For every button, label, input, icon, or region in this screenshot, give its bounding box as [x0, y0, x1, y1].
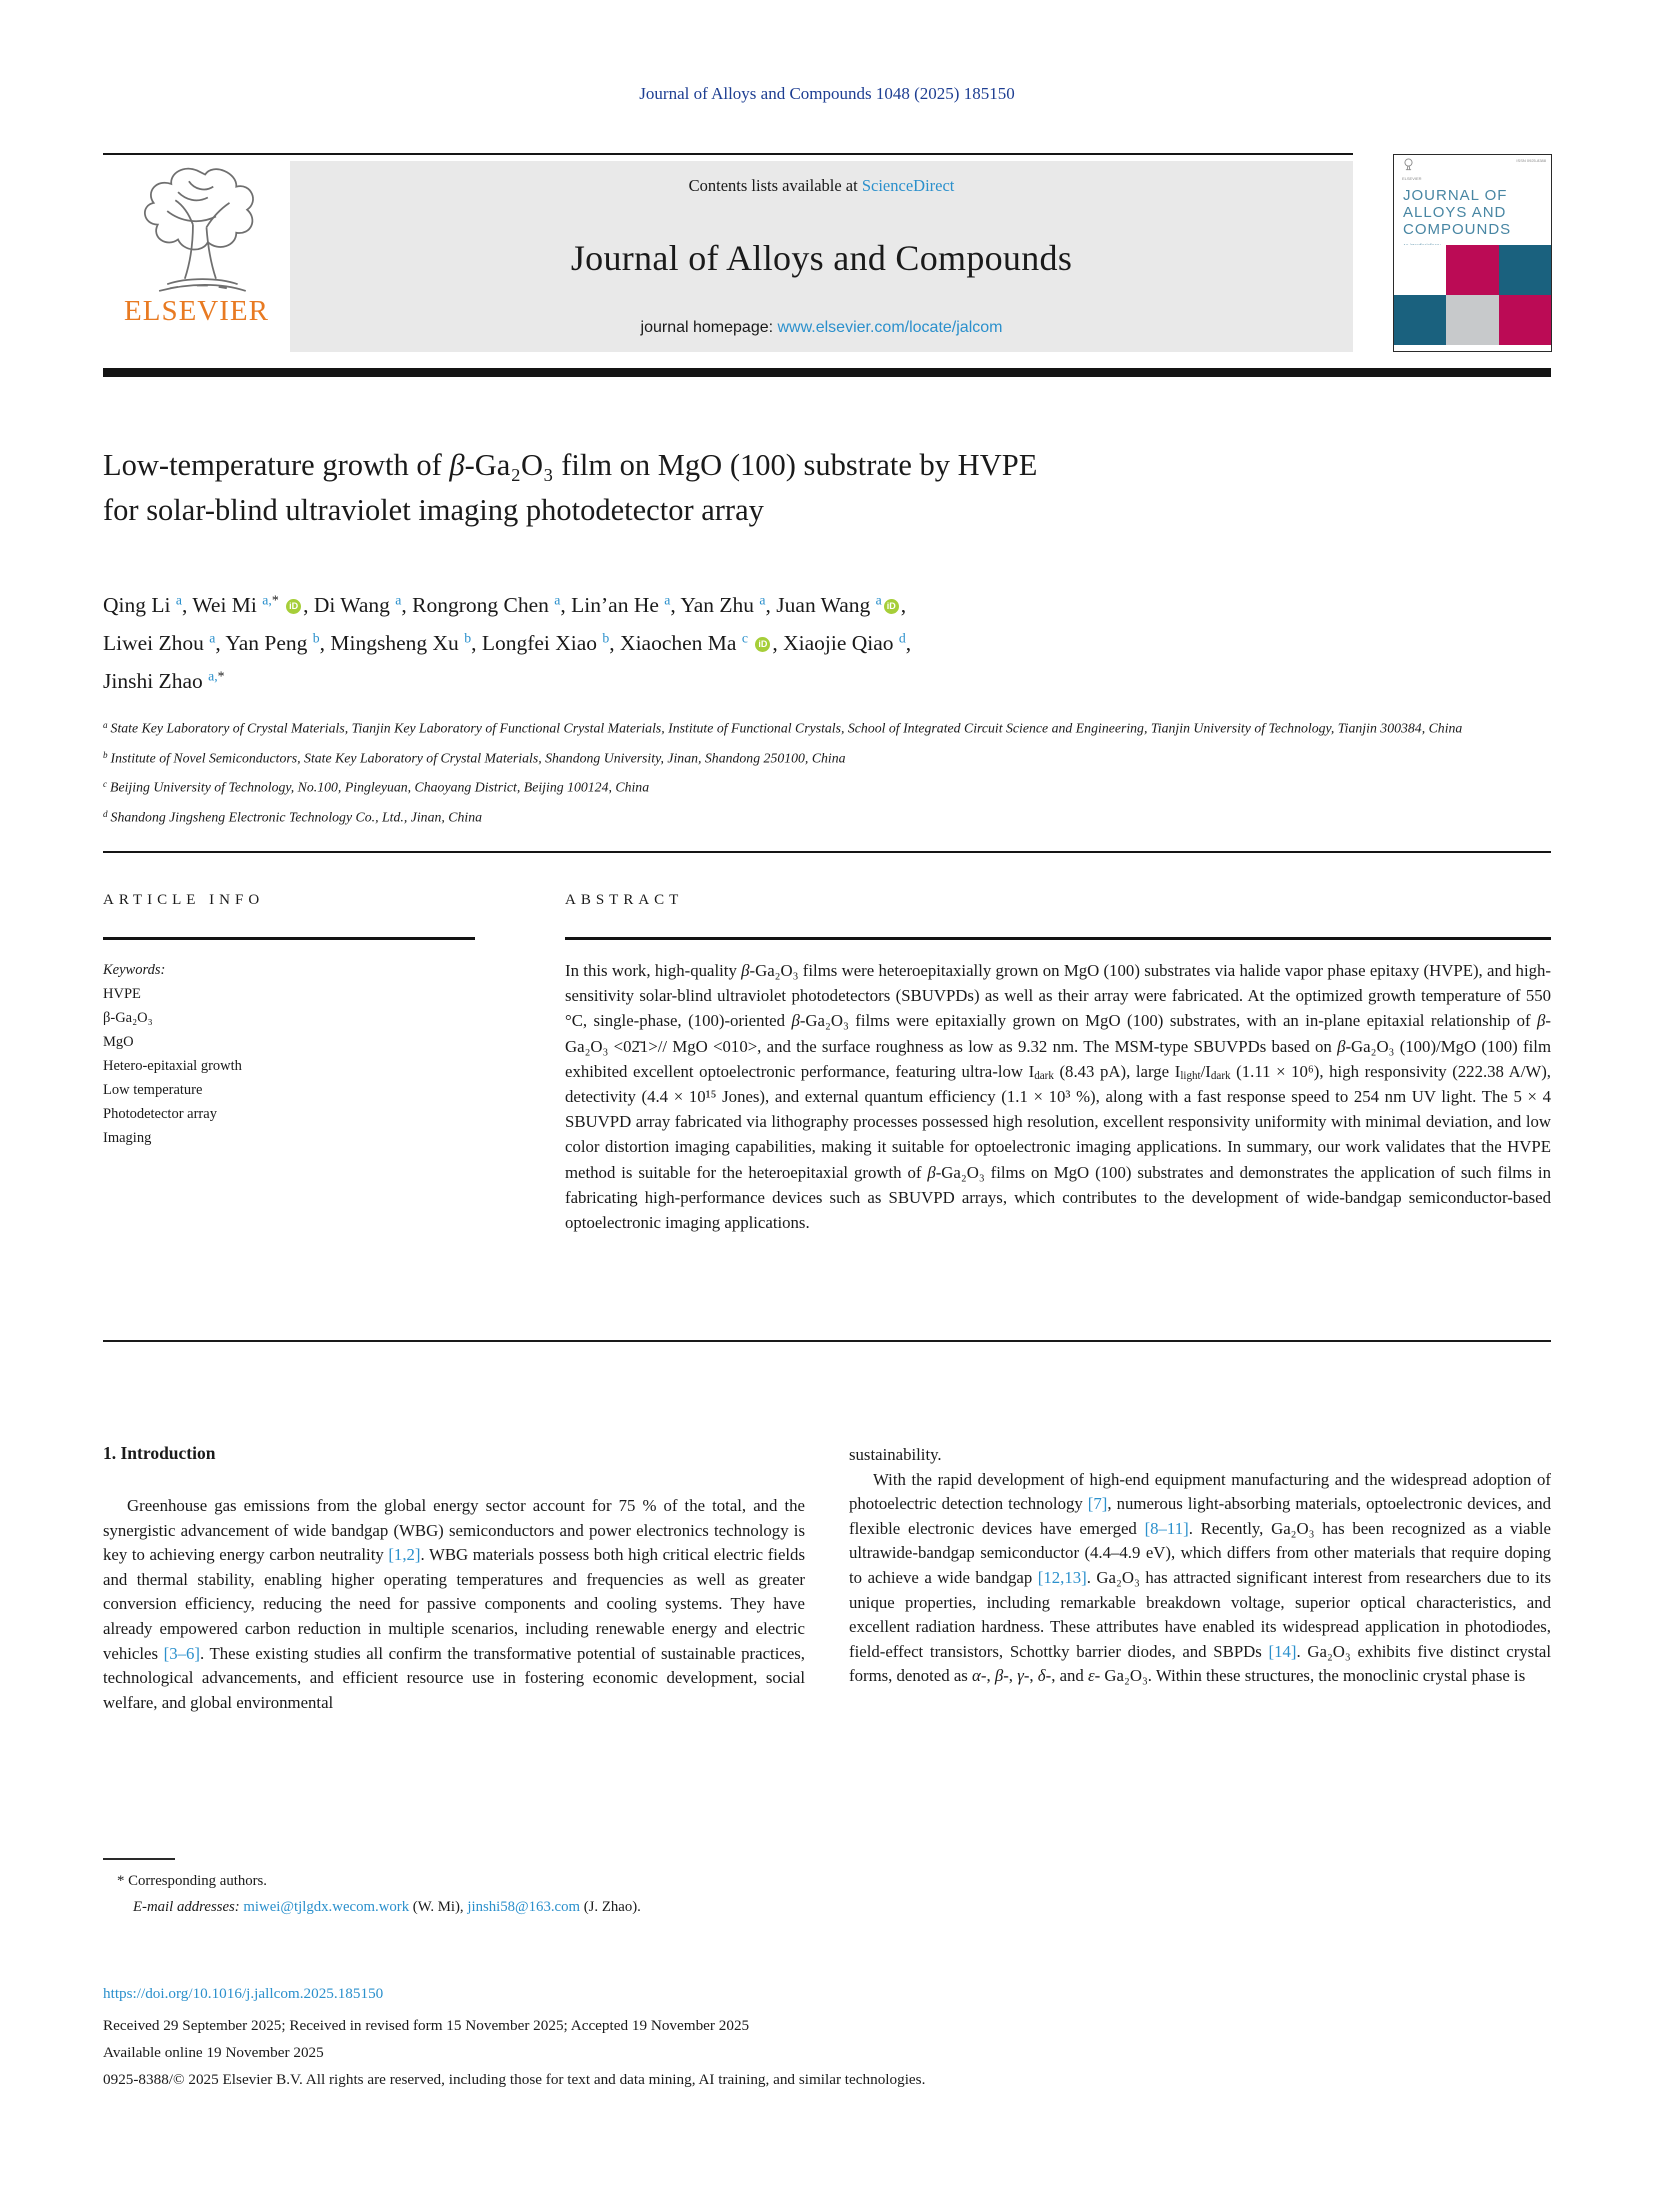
- journal-homepage-link[interactable]: www.elsevier.com/locate/jalcom: [777, 319, 1003, 336]
- received-dates-line: Received 29 September 2025; Received in revised form 15 November 2025; Accepted 19 November 2025: [103, 2017, 750, 2034]
- cover-issn: ISSN 0925-8388: [1516, 158, 1546, 163]
- elsevier-wordmark: ELSEVIER: [124, 295, 269, 327]
- keyword: β-Ga₂O₃: [103, 1010, 153, 1026]
- affiliation-item: $^c$ Beijing University of Technology, No.100, Pingleyuan, Chaoyang District, Beijing 100124, China: [103, 779, 650, 795]
- masthead-gray-panel: [290, 161, 1353, 352]
- keyword: MgO: [103, 1034, 134, 1050]
- journal-title: Journal of Alloys and Compounds: [570, 237, 1073, 278]
- inline-link[interactable]: [1,2]: [388, 1545, 421, 1565]
- affiliations: [103, 712, 1551, 830]
- article-footer: [103, 1980, 1573, 2093]
- introduction-heading: 1. Introduction: [103, 1443, 216, 1463]
- abstract-bottom-rule: [103, 1340, 1551, 1342]
- elsevier-logo[interactable]: [103, 161, 290, 352]
- inline-link[interactable]: [7]: [1087, 1494, 1108, 1514]
- article-info-header: ARTICLE INFO: [103, 892, 265, 908]
- article-title: Low-temperature growth of β-Ga₂O₃ film on MgO (100) substrate by HVPE for solar-blind ultraviolet imaging photodetector array: [103, 448, 1038, 527]
- inline-link[interactable]: [8–11]: [1144, 1518, 1189, 1538]
- abstract-text: In this work, high-quality β-Ga₂O₃ films were heteroepitaxially grown on MgO (100) substrates via halide vapor phase epitaxy (HVPE), and high-sensitivity solar-blind ultraviolet photodetectors (SBUVPDs) as well as their array were fabricated. At the optimized growth temperature of 550 °C, single-phase, (100)-oriented β-Ga₂O₃ films were epitaxially grown on MgO (100) substrates, with an in-plane epitaxial relationship of β-Ga₂O₃ <02̄1>// MgO <010>, and the surface roughness as low as 9.32 nm. The MSM-type SBUVPDs based on β-Ga₂O₃ (100)/MgO (100) film exhibited excellent optoelectronic performance, featuring ultra-low Idark (8.43 pA), large Ilight/Idark (1.11 × 10⁶), high responsivity (222.38 A/W), detectivity (4.4 × 10¹⁵ Jones), and external quantum efficiency (1.1 × 10³ %), along with a fast response speed to 254 nm UV light. The 5 × 4 SBUVPD array fabricated via lithography processes possessed high resolution, excellent responsivity uniformity with minimal deviation, and low color distortion imaging capabilities, making it suitable for optoelectronic imaging applications. In summary, our work validates that the HVPE method is suitable for the heteroepitaxial growth of β-Ga₂O₃ films on MgO (100) substrates and demonstrates the application of such films in fabricating high-performance devices such as SBUVPD arrays, which contributes to the development of wide-bandgap semiconductor-based optoelectronic imaging applications.: [565, 961, 1552, 1233]
- journal-cover-thumbnail[interactable]: [1393, 154, 1552, 352]
- abstract-column: [565, 892, 1551, 1235]
- homepage-line: journal homepage: www.elsevier.com/locate/jalcom: [640, 319, 1003, 336]
- footnote-block: [103, 1858, 1153, 1920]
- orcid-icon[interactable]: iD: [884, 599, 899, 614]
- contents-line: Contents lists available at ScienceDirect: [688, 176, 955, 195]
- keyword: Hetero-epitaxial growth: [103, 1058, 242, 1074]
- email-addresses-line: E-mail addresses: miwei@tjlgdx.wecom.work (W. Mi), jinshi58@163.com (J. Zhao).: [133, 1899, 641, 1915]
- journal-masthead: [103, 161, 1353, 352]
- section-divider: [103, 851, 1551, 853]
- article-info-column: [103, 892, 475, 1235]
- keyword: Photodetector array: [103, 1106, 217, 1122]
- intro-paragraph: With the rapid development of high-end equipment manufacturing and the widespread adoption of photoelectric detection technology [7], numerous light-absorbing materials, optoelectronic devices, and flexible electronic devices have emerged [8–11]. Recently, Ga₂O₃ has been recognized as a viable ultrawide-bandgap semiconductor (4.4–4.9 eV), which differs from other materials that require doping to achieve a wide bandgap [12,13]. Ga₂O₃ has attracted significant interest from researchers due to its unique properties, including remarkable breakdown voltage, superior optical characteristics, and excellent radiation hardness. These attributes have enabled its widespread application in photodiodes, field-effect transistors, Schottky barrier diodes, and SBPDs [14]. Ga₂O₃ exhibits five distinct crystal forms, denoted as α-, β-, γ-, δ-, and ε- Ga₂O₃. Within these structures, the monoclinic crystal phase is: [849, 1469, 1552, 1686]
- running-head-citation: Journal of Alloys and Compounds 1048 (2025) 185150: [639, 84, 1015, 103]
- cover-elsevier-mark: ELSEVIER: [1402, 158, 1422, 181]
- author-list: Qing Li $^a$, Wei Mi $^{a,*}$ iD , Di Wang $^a$, Rongrong Chen $^a$, Lin’an He $^a$, Yan Zhu $^a$, Juan Wang $^a$ iD , Liwei Zhou $^a$, Yan Peng $^b$, Mingsheng Xu $^b$, Longfei Xiao $^b$, Xiaochen Ma $^c$ iD , Xiaojie Qiao $^d$, Jinshi Zhao $^{a,*}$: [103, 592, 912, 693]
- keywords-label: Keywords:: [103, 962, 166, 978]
- orcid-icon[interactable]: iD: [286, 599, 301, 614]
- orcid-icon[interactable]: iD: [755, 637, 770, 652]
- corresponding-authors-note: * Corresponding authors.: [117, 1873, 268, 1889]
- inline-link[interactable]: [12,13]: [1037, 1567, 1087, 1587]
- body-column-right: [849, 1443, 1551, 1715]
- keyword: Imaging: [103, 1130, 152, 1146]
- inline-link[interactable]: miwei@tjlgdx.wecom.work: [243, 1899, 410, 1915]
- abstract-header: ABSTRACT: [565, 892, 684, 908]
- masthead-bottom-bar: [103, 368, 1551, 377]
- intro-paragraph: Greenhouse gas emissions from the global energy sector account for 75 % of the total, and the synergistic advancement of wide bandgap (WBG) semiconductors and power electronics technology is key to achieving energy carbon neutrality [1,2]. WBG materials possess both high critical electric fields and thermal stability, enabling higher operating temperatures and frequencies as well as greater conversion efficiency, reducing the need for passive components and cooling systems. They have already empowered carbon reduction in multiple scenarios, including renewable energy and electric vehicles [3–6]. These existing studies all confirm the transformative potential of sustainable practices, technological advancements, and efficient resource use in fostering economic development, social welfare, and global environmental: [103, 1496, 805, 1712]
- intro-paragraph-continuation: sustainability.: [849, 1445, 942, 1464]
- inline-link[interactable]: [3–6]: [163, 1643, 200, 1663]
- header-rule: [103, 153, 1353, 155]
- cover-color-grid: [1394, 245, 1551, 345]
- cover-journal-title: JOURNAL OF ALLOYS AND COMPOUNDS: [1403, 187, 1512, 238]
- elsevier-tree-icon: [123, 165, 271, 295]
- footnote-rule: [103, 1858, 175, 1860]
- copyright-line: 0925-8388/© 2025 Elsevier B.V. All rights are reserved, including those for text and data mining, AI training, and similar technologies.: [103, 2071, 926, 2088]
- doi-link[interactable]: https://doi.org/10.1016/j.jallcom.2025.185150: [103, 1985, 384, 2002]
- sciencedirect-link[interactable]: ScienceDirect: [861, 176, 955, 195]
- available-online-line: Available online 19 November 2025: [103, 2044, 324, 2061]
- inline-link[interactable]: jinshi58@163.com: [467, 1899, 581, 1915]
- affiliation-item: $^b$ Institute of Novel Semiconductors, State Key Laboratory of Crystal Materials, Shandong University, Jinan, Shandong 250100, China: [103, 749, 846, 766]
- body-column-left: [103, 1443, 805, 1715]
- affiliation-item: $^a$ State Key Laboratory of Crystal Materials, Tianjin Key Laboratory of Functional Crystal Materials, Institute of Functional Crystals, School of Integrated Circuit Science and Engineering, Tianjin University of Technology, Tianjin 300384, China: [103, 720, 1463, 736]
- keyword: Low temperature: [103, 1082, 203, 1098]
- keyword: HVPE: [103, 986, 141, 1002]
- affiliation-item: $^d$ Shandong Jingsheng Electronic Technology Co., Ltd., Jinan, China: [103, 808, 483, 825]
- inline-link[interactable]: [14]: [1268, 1641, 1297, 1661]
